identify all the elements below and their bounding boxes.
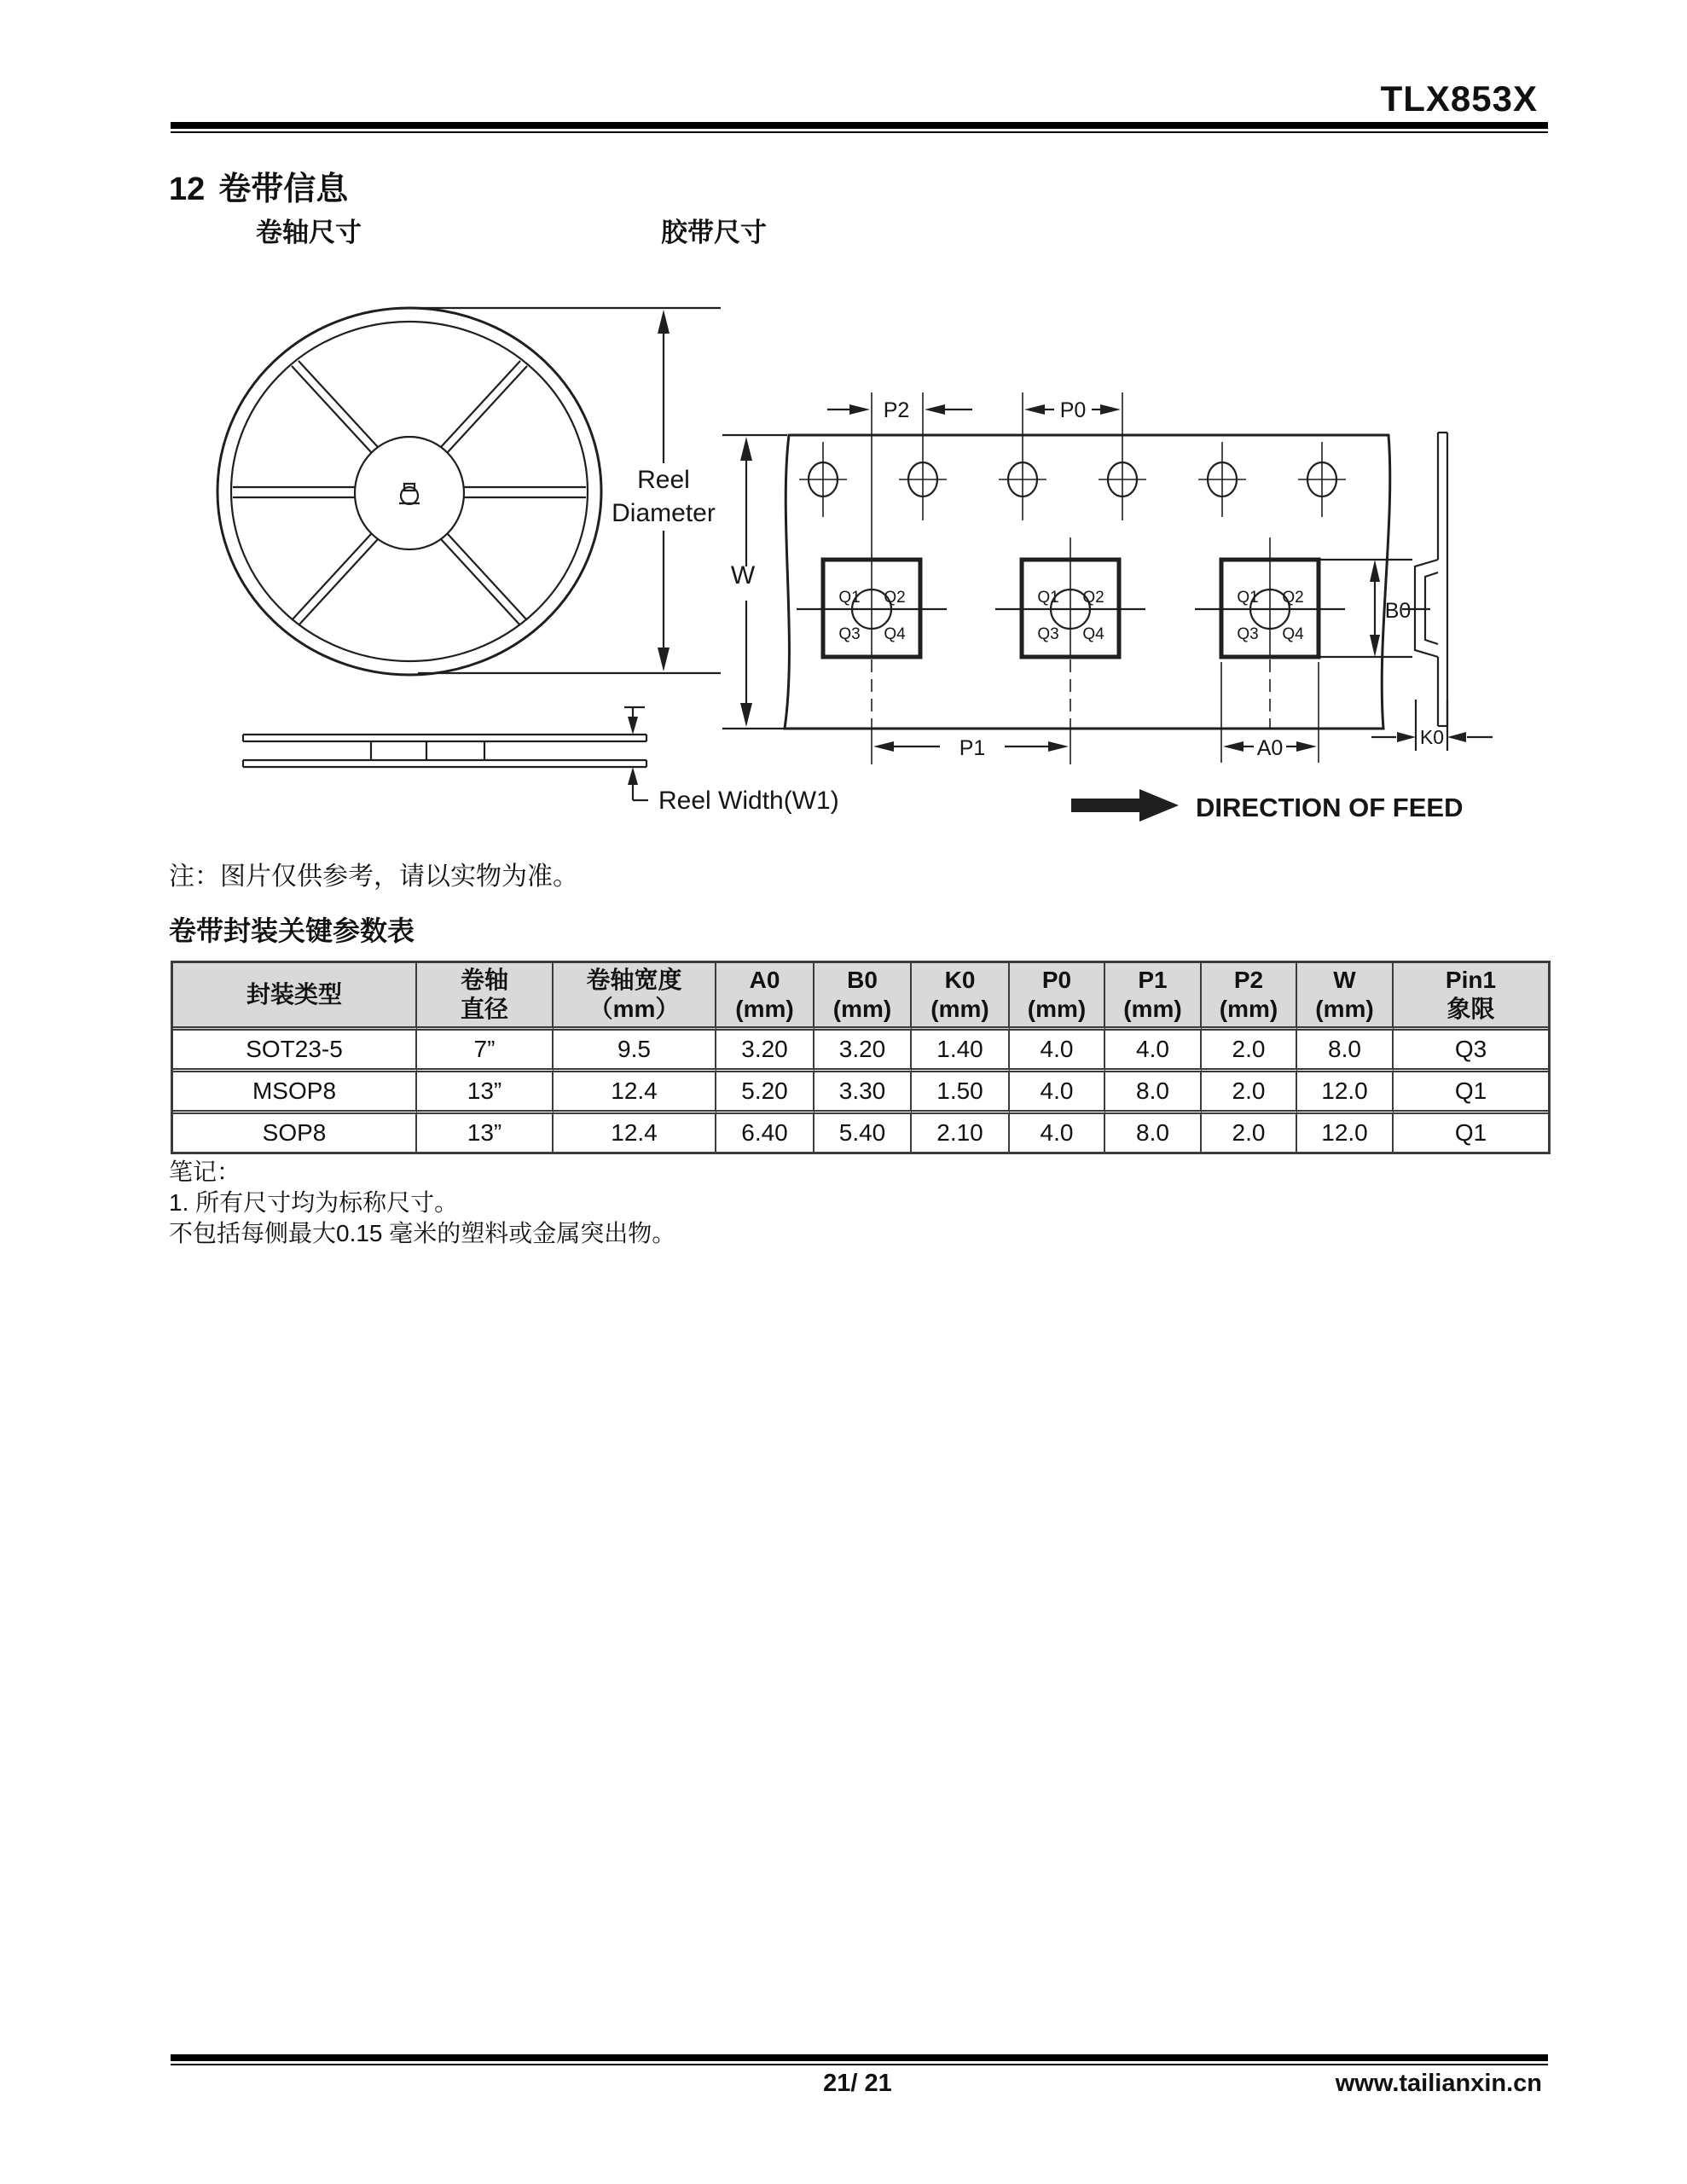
reel-dimensions-label: 卷轴尺寸	[256, 218, 362, 247]
dimension-w	[722, 435, 787, 729]
cell: 2.0	[1202, 1110, 1297, 1152]
tape-and-reel-diagram	[128, 239, 1663, 836]
tape-parameters-table	[171, 961, 1551, 1154]
dimension-p1	[873, 736, 1069, 760]
cell: 2.0	[1202, 1031, 1297, 1068]
col-header-b0: B0 (mm)	[815, 963, 912, 1031]
table-row	[173, 1031, 1548, 1068]
cell: 7”	[417, 1031, 554, 1068]
dimension-p2	[827, 398, 972, 422]
quadrant-label: Q4	[884, 625, 906, 643]
pocket	[995, 537, 1145, 764]
header-rule	[171, 122, 1548, 133]
cell: 13”	[417, 1068, 554, 1110]
cell: 13”	[417, 1110, 554, 1152]
reference-note: 注：图片仅供参考，请以实物为准。	[169, 863, 578, 891]
pocket	[797, 392, 947, 764]
cell: 2.0	[1202, 1068, 1297, 1110]
quadrant-label: Q2	[884, 589, 906, 607]
cell: Q1	[1394, 1068, 1548, 1110]
cell: 12.4	[554, 1110, 716, 1152]
dim-label-b0: B0	[1384, 599, 1412, 623]
table-header-row	[173, 963, 1548, 1031]
reel-width-label: Reel Width(W1)	[658, 787, 839, 815]
direction-of-feed-label: DIRECTION OF FEED	[1196, 793, 1464, 822]
cell: Q3	[1394, 1031, 1548, 1068]
cell: 5.40	[815, 1110, 912, 1152]
cell: 8.0	[1297, 1031, 1394, 1068]
cell: 4.0	[1105, 1031, 1202, 1068]
col-header-reel-width: 卷轴宽度 （mm）	[554, 963, 716, 1031]
table-row	[173, 1110, 1548, 1152]
cell: 3.20	[716, 1031, 815, 1068]
dimension-a0	[1221, 662, 1319, 763]
website-link[interactable]: www.tailianxin.cn	[1335, 2070, 1542, 2097]
reel-diameter-label-line1: Reel	[637, 466, 690, 494]
page-number: 21/ 21	[823, 2070, 892, 2097]
feed-arrow-icon	[1071, 789, 1179, 822]
cell: 5.20	[716, 1068, 815, 1110]
cell: 1.50	[912, 1068, 1010, 1110]
notes-line-1: 1. 所有尺寸均为标称尺寸。	[169, 1189, 459, 1216]
quadrant-label: Q3	[1237, 625, 1259, 643]
quadrant-label: Q4	[1082, 625, 1104, 643]
section-number: 12	[169, 171, 206, 207]
col-header-pin1-quadrant: Pin1 象限	[1394, 963, 1548, 1031]
quadrant-label: Q2	[1282, 589, 1304, 607]
dim-label-k0: K0	[1419, 726, 1445, 748]
pocket	[1195, 537, 1345, 729]
cell: 6.40	[716, 1110, 815, 1152]
dim-label-w: W	[730, 561, 756, 590]
col-header-k0: K0 (mm)	[912, 963, 1010, 1031]
dimension-p0	[1024, 398, 1121, 422]
col-header-p1: P1 (mm)	[1105, 963, 1202, 1031]
cell: 2.10	[912, 1110, 1010, 1152]
dim-label-p1: P1	[959, 736, 986, 760]
dim-label-a0: A0	[1256, 736, 1284, 760]
table-row	[173, 1068, 1548, 1110]
cell: 9.5	[554, 1031, 716, 1068]
cell: 3.20	[815, 1031, 912, 1068]
col-header-package-type: 封装类型	[173, 963, 417, 1031]
col-header-p2: P2 (mm)	[1202, 963, 1297, 1031]
cell: 1.40	[912, 1031, 1010, 1068]
quadrant-label: Q1	[1037, 589, 1059, 607]
col-header-w: W (mm)	[1297, 963, 1394, 1031]
quadrant-label: Q4	[1282, 625, 1304, 643]
col-header-a0: A0 (mm)	[716, 963, 815, 1031]
cell: 12.4	[554, 1068, 716, 1110]
cell: 4.0	[1010, 1068, 1105, 1110]
col-header-p0: P0 (mm)	[1010, 963, 1105, 1031]
section-title	[169, 162, 348, 209]
table-title: 卷带封装关键参数表	[169, 915, 415, 946]
notes-line-2: 不包括每侧最大0.15 毫米的塑料或金属突出物。	[169, 1220, 676, 1246]
cell: 12.0	[1297, 1068, 1394, 1110]
dim-label-p0: P0	[1059, 398, 1087, 422]
quadrant-label: Q1	[838, 589, 861, 607]
section-name: 卷带信息	[218, 171, 349, 207]
reel-diameter-label-line2: Diameter	[612, 499, 716, 527]
cell: SOP8	[173, 1110, 417, 1152]
quadrant-label: Q3	[838, 625, 861, 643]
cell: 8.0	[1105, 1068, 1202, 1110]
cell: Q1	[1394, 1110, 1548, 1152]
direction-of-feed	[1071, 789, 1463, 822]
quadrant-label: Q3	[1037, 625, 1059, 643]
cell: 12.0	[1297, 1110, 1394, 1152]
cell: 8.0	[1105, 1110, 1202, 1152]
reel-diameter-dimension	[412, 308, 721, 673]
carrier-tape-view	[785, 392, 1390, 764]
quadrant-label: Q1	[1237, 589, 1259, 607]
doc-title: TLX853X	[1380, 78, 1538, 119]
cell: MSOP8	[173, 1068, 417, 1110]
tape-dimensions-label: 胶带尺寸	[661, 218, 767, 247]
dim-label-p2: P2	[883, 398, 910, 422]
cell: 4.0	[1010, 1031, 1105, 1068]
cell: 4.0	[1010, 1110, 1105, 1152]
tape-cross-section	[1402, 433, 1447, 726]
footer-rule	[171, 2054, 1548, 2065]
col-header-reel-diameter: 卷轴 直径	[417, 963, 554, 1031]
table-notes	[169, 1157, 675, 1249]
notes-label: 笔记：	[169, 1159, 241, 1185]
reel-side-view	[243, 707, 839, 815]
dimension-k0	[1371, 700, 1493, 751]
cell: SOT23-5	[173, 1031, 417, 1068]
cell: 3.30	[815, 1068, 912, 1110]
reel-front-view	[217, 308, 601, 675]
quadrant-label: Q2	[1082, 589, 1104, 607]
keyhole-icon	[399, 484, 420, 504]
